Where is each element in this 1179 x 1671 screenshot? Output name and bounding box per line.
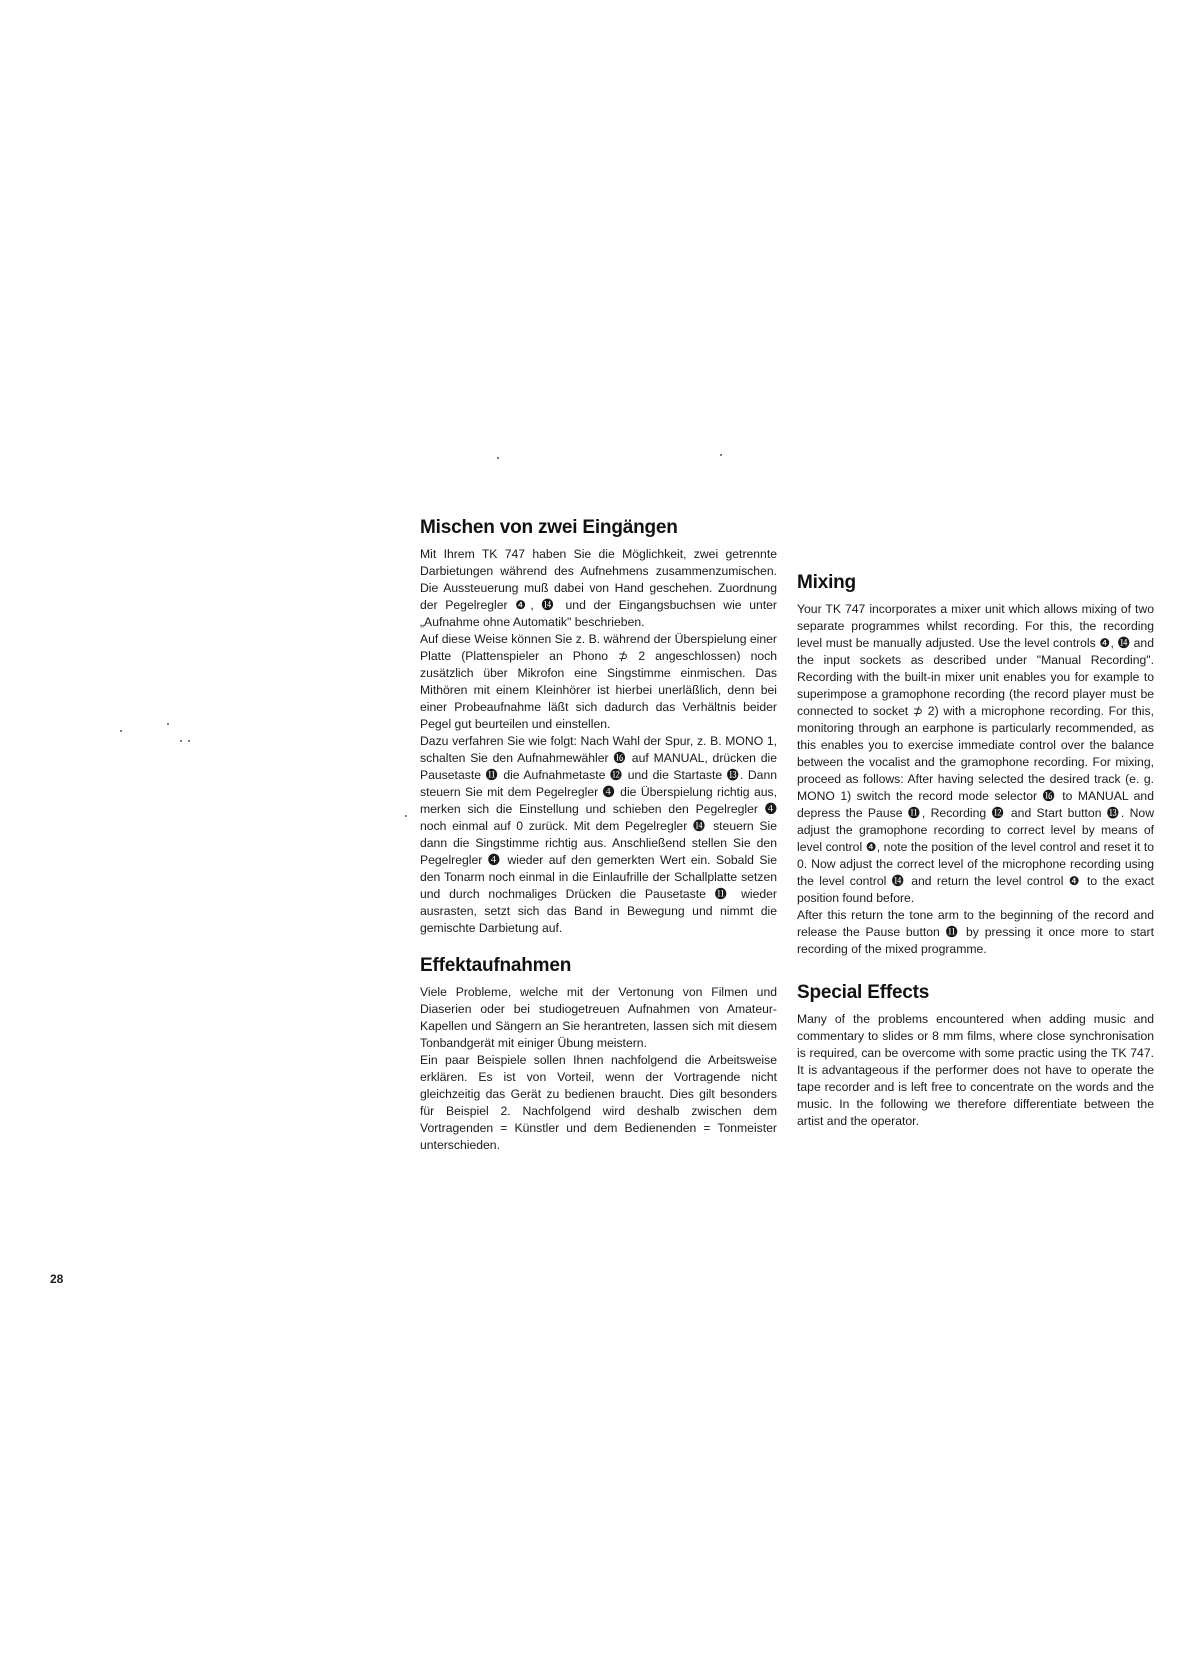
scan-dot <box>180 740 182 742</box>
scan-dot <box>720 454 722 456</box>
paragraph: Ein paar Beispiele sollen Ihnen nachfolgend die Arbeitsweise erklären. Es ist von Vorteil, wenn der Vortragende nicht gleichzeitig das Gerät zu bedienen braucht. Dies gilt besonders für Beispiel 2. Nachfolgend wird deshalb zwischen dem Vortragenden = Künstler und dem Bedienenden = Tonmeister unterschieden. <box>420 1053 777 1152</box>
page-number: 28 <box>50 1272 64 1286</box>
scan-dot <box>167 723 169 725</box>
paragraph: Many of the problems encountered when adding music and commentary to slides or 8 mm films, where close synchronisation is required, can be overcome with some practic using the TK 747. It is advantageous if the performer does not have to operate the tape recorder and is left free to concentrate on the words and the music. In the following we therefore differentiate between the artist and the operator. <box>797 1012 1154 1128</box>
section-title-special-effects: Special Effects <box>797 982 930 1003</box>
paragraph: Your TK 747 incorporates a mixer unit which allows mixing of two separate programmes whilst recording. For this, the recording level must be manually adjusted. Use the level controls ❹, ⓮ and the input sockets as described under "Manual Recording". Recording with the built-in mixer unit enables you for example to superimpose a gramophone recording (the record player must be connected to socket ⊅ 2) with a microphone recording. For this, monitoring through an earphone is particularly recommended, as this enables you to exercise immediate control over the balance between the vocalist and the gramophone recording. For mixing, proceed as follows: After having selected the desired track (e. g. MONO 1) switch the record mode selector ⓰ to MANUAL and depress the Pause ⓫, Recording ⓬ and Start button ⓭. Now adjust the gramophone recording to correct level by means of level control ❹, note the position of the level control and reset it to 0. Now adjust the correct level of the microphone recording using the level control ⓮ and return the level control ❹ to the exact position found before. <box>797 602 1154 905</box>
section-title-mixing: Mixing <box>797 572 856 593</box>
scan-dot <box>497 457 499 459</box>
paragraph: Dazu verfahren Sie wie folgt: Nach Wahl der Spur, z. B. MONO 1, schalten Sie den Aufnahmewähler ⓰ auf MANUAL, drücken die Pausetaste ⓫ die Aufnahmetaste ⓬ und die Startaste ⓭. Dann steuern Sie mit dem Pegelregler ❹ die Überspielung richtig aus, merken sich die Einstellung und schieben den Pegelregler ❹ noch einmal auf 0 zurück. Mit dem Pegelregler ⓮ steuern Sie dann die Singstimme richtig aus. Anschließend stellen Sie den Pegelregler ❹ wieder auf den gemerkten Wert ein. Sobald Sie den Tonarm noch einmal in die Einlaufrille der Schallplatte setzen und durch nochmaliges Drücken die Pausetaste ⓫ wieder ausrasten, setzt sich das Band in Bewegung und nimmt die gemischte Darbietung auf. <box>420 734 777 935</box>
paragraph: Viele Probleme, welche mit der Vertonung von Filmen und Diaserien oder bei studiogetreuen Aufnahmen von Amateur-Kapellen und Sängern an Sie herantreten, lassen sich mit diesem Tonbandgerät mit einiger Übung meistern. <box>420 985 777 1050</box>
paragraph: After this return the tone arm to the beginning of the record and release the Pause button ⓫ by pressing it once more to start recording of the mixed programme. <box>797 908 1154 956</box>
section-title-effektaufnahmen: Effektaufnahmen <box>420 955 572 976</box>
german-column <box>420 517 777 1154</box>
scan-dot <box>120 730 122 732</box>
paragraph: Mit Ihrem TK 747 haben Sie die Möglichkeit, zwei getrennte Darbietungen während des Aufnehmens zusammenzumischen. Die Aussteuerung muß dabei von Hand geschehen. Zuordnung der Pegelregler ❹, ⓮ und der Eingangsbuchsen wie unter „Aufnahme ohne Automatik" beschrieben. <box>420 547 777 629</box>
english-column <box>797 517 1154 1130</box>
scan-dot <box>405 815 407 817</box>
scan-dot <box>188 740 190 742</box>
section-title-mischen: Mischen von zwei Eingängen <box>420 517 678 538</box>
paragraph: Auf diese Weise können Sie z. B. während der Überspielung einer Platte (Plattenspieler an Phono ⊅ 2 angeschlossen) noch zusätzlich über Mikrofon eine Singstimme einmischen. Das Mithören mit einem Kleinhörer ist hierbei unerläßlich, denn bei einer Probeaufnahme läßt sich dadurch das Verhältnis beider Pegel gut beurteilen und einstellen. <box>420 632 777 731</box>
